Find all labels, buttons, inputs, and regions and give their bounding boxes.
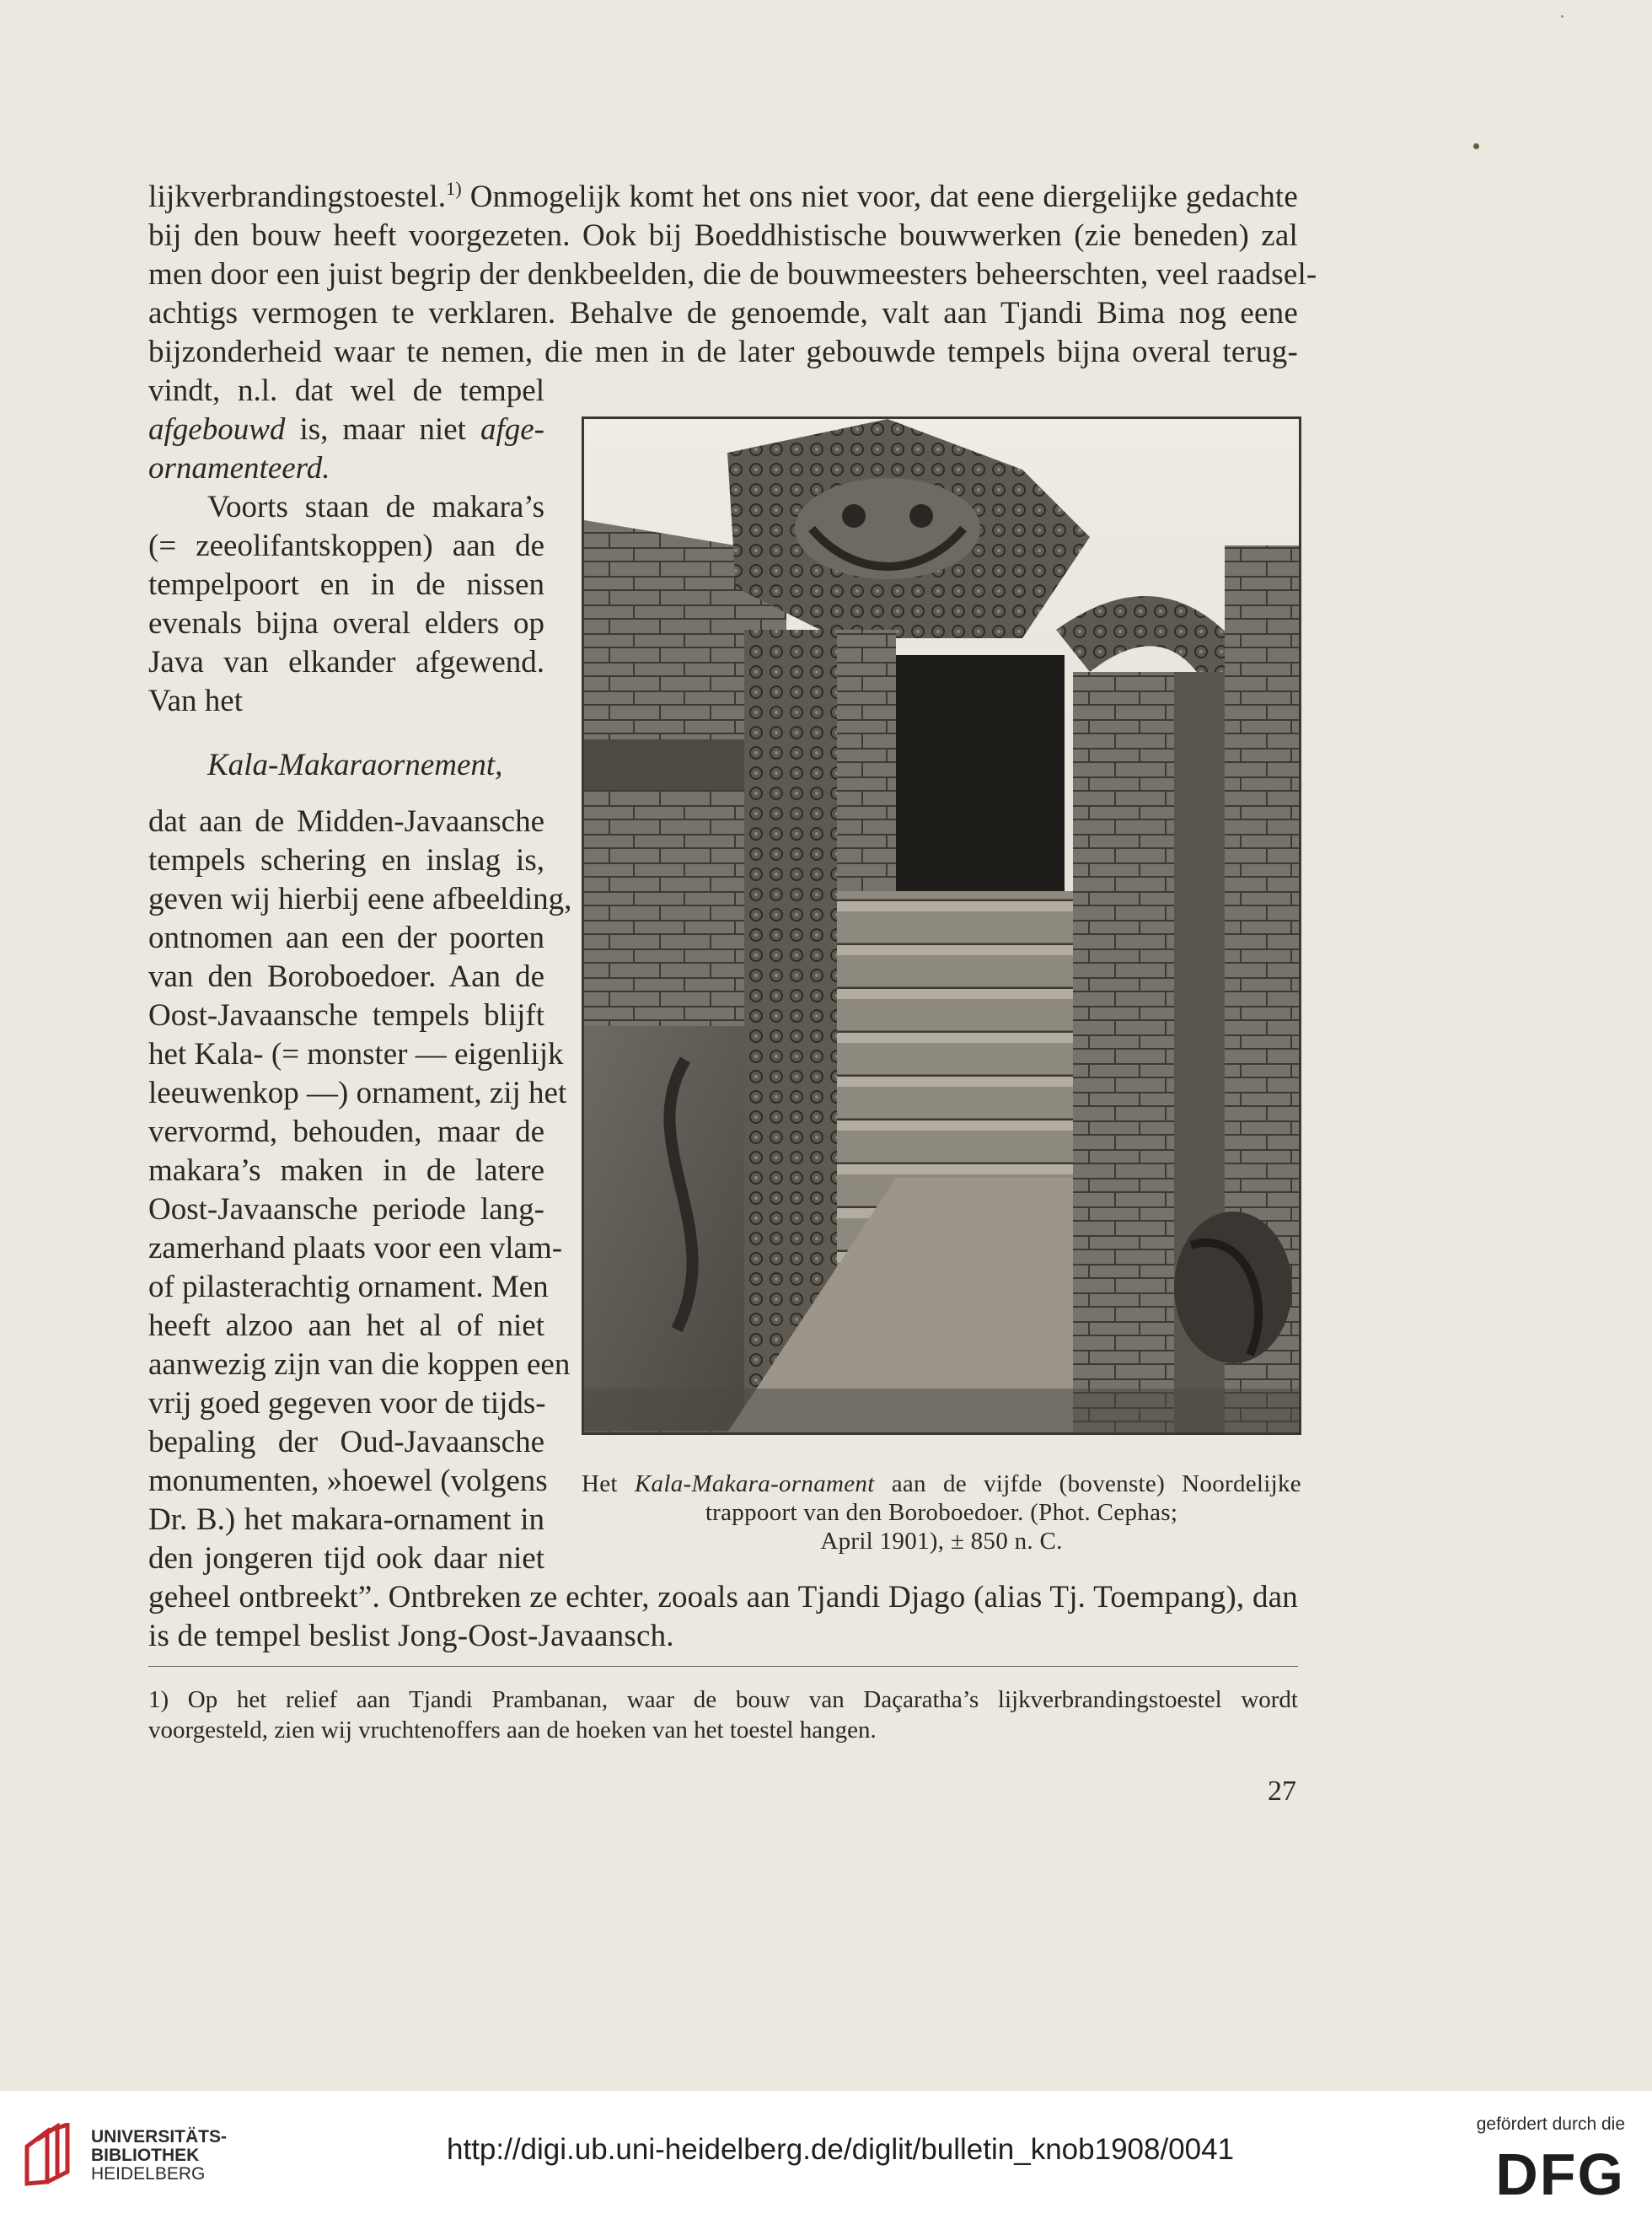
dust-speck xyxy=(1561,15,1564,18)
column-line: geven wij hierbij eene afbeelding, xyxy=(148,882,572,916)
column-line: of pilasterachtig ornament. Men xyxy=(148,1270,549,1304)
body-line: bijzonderheid waar te nemen, die men in de later gebouwde tempels bijna overal terug- xyxy=(148,335,1298,369)
dust-speck xyxy=(1473,143,1479,149)
body-line: bij den bouw heeft voorgezeten. Ook bij Boeddhistische bouwwerken (zie beneden) zal xyxy=(148,218,1298,253)
dfg-logo: DFG xyxy=(1495,2141,1625,2207)
column-line: Voorts staan de makara’s xyxy=(207,490,544,524)
column-line: monumenten, »hoewel (volgens xyxy=(148,1464,548,1498)
column-line: den jongeren tijd ook daar niet xyxy=(148,1541,544,1576)
column-line: Oost-Javaansche periode lang- xyxy=(148,1192,544,1227)
column-line: (= zeeolifantskoppen) aan de xyxy=(148,529,544,563)
footnote-line: 1) Op het relief aan Tjandi Prambanan, waar de bouw van Daçaratha’s lijkverbrandingstoestel wordt xyxy=(148,1686,1298,1713)
photo-illustration xyxy=(584,419,1299,1432)
footnote-rule xyxy=(148,1666,1298,1667)
figure-caption: trappoort van den Boroboedoer. (Phot. Cephas; xyxy=(705,1499,1178,1526)
body-line: men door een juist begrip der denkbeelden, die de bouwmeesters beheerschten, veel raadsel- xyxy=(148,257,1317,292)
section-heading: Kala-Makaraornement, xyxy=(207,748,503,782)
library-name: UNIVERSITÄTS- BIBLIOTHEK HEIDELBERG xyxy=(91,2127,228,2184)
column-line: heeft alzoo aan het al of niet xyxy=(148,1308,544,1343)
column-line: evenals bijna overal elders op xyxy=(148,606,544,641)
column-line: vrij goed gegeven voor de tijds- xyxy=(148,1386,546,1421)
column-line: ornamenteerd. xyxy=(148,451,330,486)
footnote-line: voorgesteld, zien wij vruchtenoffers aan de hoeken van het toestel hangen. xyxy=(148,1717,877,1744)
body-line: geheel ontbreekt”. Ontbreken ze echter, zooals aan Tjandi Djago (alias Tj. Toempang), dan xyxy=(148,1580,1298,1615)
column-line: bepaling der Oud-Javaansche xyxy=(148,1425,544,1459)
body-line: is de tempel beslist Jong-Oost-Javaansch. xyxy=(148,1619,674,1653)
digitization-footer xyxy=(0,2091,1652,2219)
source-url-link[interactable]: http://digi.ub.uni-heidelberg.de/diglit/bulletin_knob1908/0041 xyxy=(447,2133,1235,2166)
figure-caption: April 1901), ± 850 n. C. xyxy=(820,1528,1063,1555)
university-library-logo-icon xyxy=(19,2123,79,2190)
column-line: Van het xyxy=(148,684,243,718)
column-line: tempelpoort en in de nissen xyxy=(148,567,544,602)
column-line: makara’s maken in de latere xyxy=(148,1153,544,1188)
column-line: aanwezig zijn van die koppen een xyxy=(148,1347,571,1382)
column-line: het Kala- (= monster — eigenlijk xyxy=(148,1037,564,1072)
column-line: Oost-Javaansche tempels blijft xyxy=(148,998,544,1033)
column-line: van den Boroboedoer. Aan de xyxy=(148,959,544,994)
figure-caption: Het Kala-Makara-ornament aan de vijfde (bovenste) Noordelijke xyxy=(582,1470,1301,1497)
footnote-marker: 1) xyxy=(446,178,462,199)
column-line: tempels schering en inslag is, xyxy=(148,843,544,878)
funding-label: gefördert durch die xyxy=(1476,2114,1625,2134)
column-line: leeuwenkop —) ornament, zij het xyxy=(148,1076,567,1110)
column-line: ontnomen aan een der poorten xyxy=(148,921,544,955)
column-line: afgebouwd is, maar niet afge- xyxy=(148,412,545,447)
column-line: vervormd, behouden, maar de xyxy=(148,1115,544,1149)
body-line: lijkverbrandingstoestel.$^{1)}$ Onmogelijk komt het ons niet voor, dat eene diergelijke gedachte xyxy=(148,178,1298,214)
column-line: zamerhand plaats voor een vlam- xyxy=(148,1231,563,1265)
column-line: Java van elkander afgewend. xyxy=(148,645,544,680)
column-line: vindt, n.l. dat wel de tempel xyxy=(148,373,544,408)
page-number: 27 xyxy=(1268,1776,1296,1807)
body-line: achtigs vermogen te verklaren. Behalve de genoemde, valt aan Tjandi Bima nog eene xyxy=(148,296,1298,330)
temple-gate-photograph xyxy=(582,416,1301,1435)
column-line: Dr. B.) het makara-ornament in xyxy=(148,1502,544,1537)
column-line: dat aan de Midden-Javaansche xyxy=(148,804,544,839)
